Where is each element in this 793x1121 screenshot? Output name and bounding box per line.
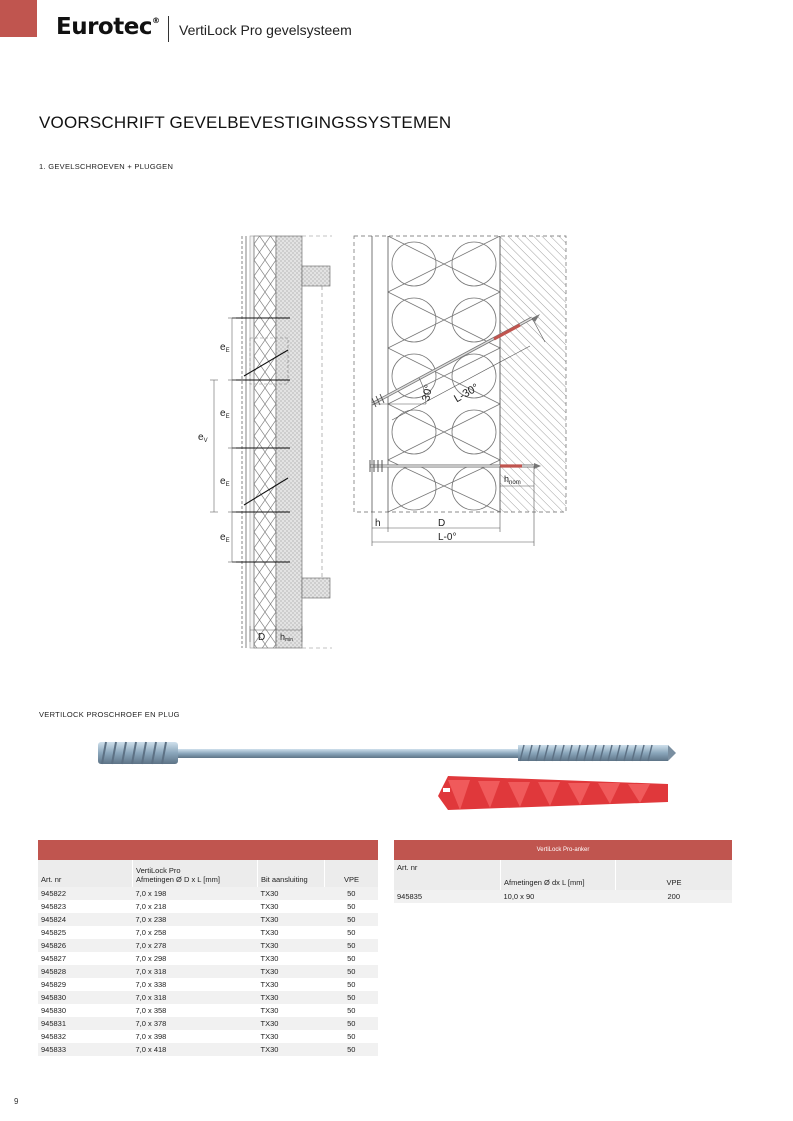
label-edge-distance-4: $e_E$: [220, 532, 230, 544]
section-heading-screw-plug: VERTILOCK PROSCHROEF EN PLUG: [39, 710, 180, 719]
label-edge-distance-1: $e_E$: [220, 342, 230, 354]
label-h-min: hmin: [280, 632, 294, 643]
eurotec-logo: Eurotec®: [56, 14, 160, 40]
table-row: 945830 7,0 x 318 TX30 50: [38, 991, 378, 1004]
column-header-bit: Bit aansluiting: [258, 860, 325, 887]
column-header-vpe: VPE: [616, 860, 733, 890]
table-row: 945831 7,0 x 378 TX30 50: [38, 1017, 378, 1030]
table-row: 945826 7,0 x 278 TX30 50: [38, 939, 378, 952]
column-header-vpe: VPE: [325, 860, 379, 887]
label-depth-right: D: [438, 518, 446, 529]
table-row: 945827 7,0 x 298 TX30 50: [41, 954, 356, 963]
plug-spec-table: [394, 840, 732, 903]
column-header-dimensions: VertiLock Pro Afmetingen Ø D x L [mm]: [133, 860, 258, 887]
header-title: VertiLock Pro gevelsysteem: [179, 22, 352, 38]
table-row: 945825 7,0 x 258 TX30 50: [41, 928, 356, 937]
table-row: 945832 7,0 x 398 TX30 50: [41, 1032, 356, 1041]
label-vertical-distance: $e_V$: [198, 432, 208, 444]
label-h: h: [375, 518, 381, 529]
screw-spec-table: [38, 840, 378, 1056]
column-header-art-nr: Art. nr: [394, 860, 501, 890]
section-heading-screws-plugs: 1. GEVELSCHROEVEN + PLUGGEN: [39, 162, 174, 171]
table-header-band: [38, 840, 378, 860]
label-h-nom: $h_{nom}$: [504, 474, 521, 486]
table-row: 945822 7,0 x 198 TX30 50: [38, 887, 378, 900]
table-row: 945828 7,0 x 318 TX30 50: [38, 965, 378, 978]
product-photo: [98, 736, 676, 816]
table-row: 945833 7,0 x 418 TX30 50: [38, 1043, 378, 1056]
label-depth-left: D: [258, 632, 266, 643]
table-row: 945823 7,0 x 218 TX30 50: [41, 902, 356, 911]
table-row: 945830 7,0 x 358 TX30 50: [41, 1006, 356, 1015]
label-edge-distance-3: $e_E$: [220, 476, 230, 488]
page-number: 9: [14, 1097, 19, 1106]
column-header-art-nr: Art. nr: [38, 860, 133, 887]
column-header-dimensions: Afmetingen Ø dx L [mm]: [501, 860, 616, 890]
table-row: 945824 7,0 x 238 TX30 50: [38, 913, 378, 926]
label-edge-distance-2: $e_E$: [220, 408, 230, 420]
table-row: 945835 10,0 x 90 200: [394, 890, 732, 903]
table-band-title: VertiLock Pro-anker: [394, 840, 732, 860]
table-row: 945829 7,0 x 338 TX30 50: [41, 980, 356, 989]
label-length-0: L-0°: [438, 532, 457, 543]
screw-image: [98, 742, 676, 764]
page-title: VOORSCHRIFT GEVELBEVESTIGINGSSYSTEMEN: [39, 113, 452, 132]
label-length-30: L-30°: [452, 381, 481, 406]
label-angle: 30°: [420, 383, 436, 403]
plug-image: [438, 776, 668, 810]
wall-section-drawing: [210, 236, 332, 648]
